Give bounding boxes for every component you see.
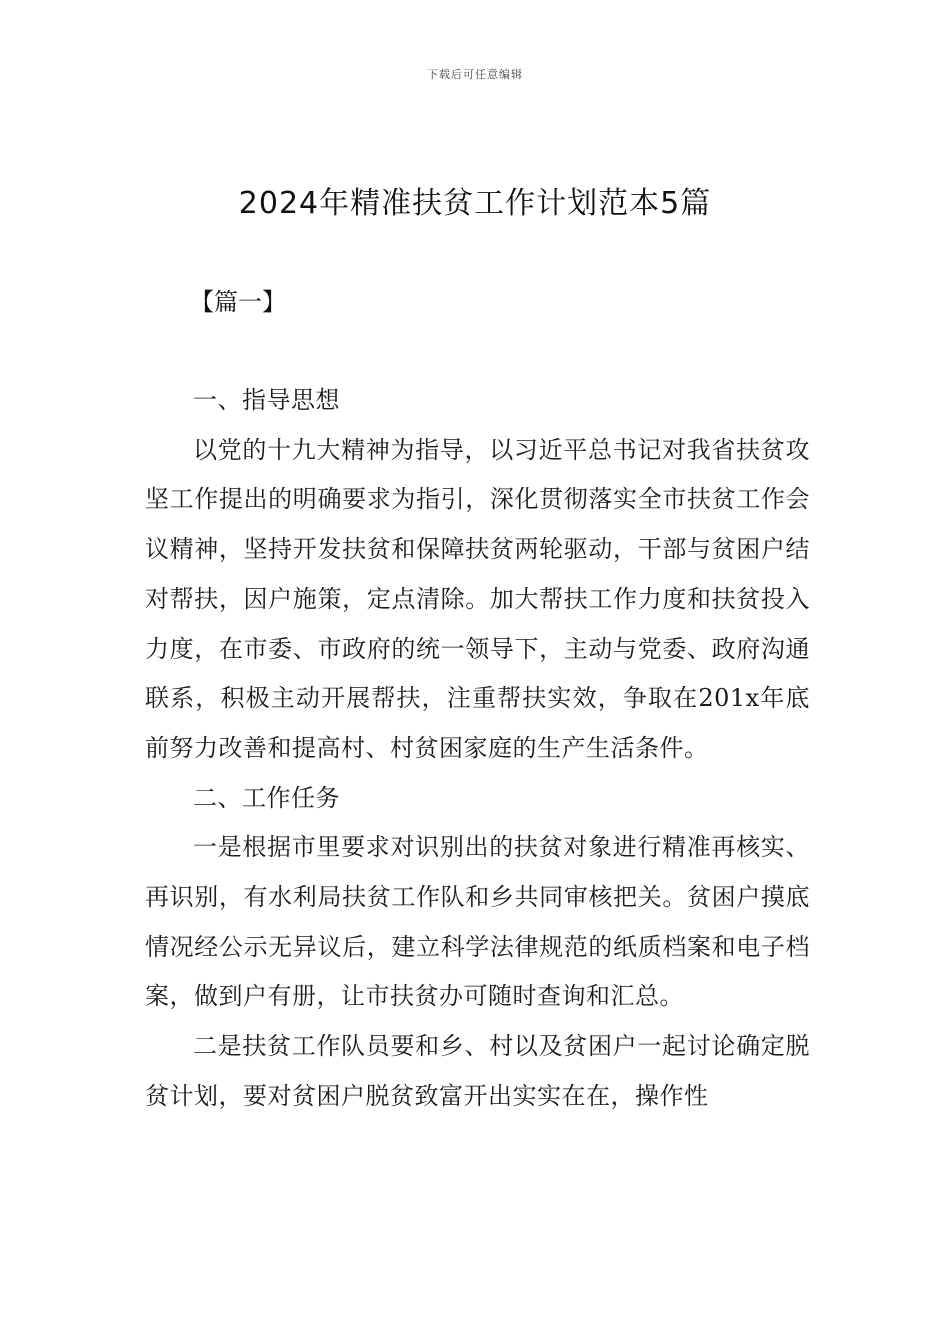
paragraph: 二是扶贫工作队员要和乡、村以及贫困户一起讨论确定脱贫计划，要对贫困户脱贫致富开出实实在在，操作性 [145,1032,810,1110]
section-heading-guiding-ideology: 一、指导思想 [193,386,340,414]
document-title: 2024年精准扶贫工作计划范本5篇 [238,186,712,221]
header-note: 下载后可任意编辑 [427,68,523,81]
document-body [145,376,810,1122]
section-label: 【篇一】 [190,288,286,316]
paragraph: 一是根据市里要求对识别出的扶贫对象进行精准再核实、再识别，有水利局扶贫工作队和乡共同审核把关。贫困户摸底情况经公示无异议后，建立科学法律规范的纸质档案和电子档案，做到户有册，让市扶贫办可随时查询和汇总。 [145,833,810,1011]
paragraph: 以党的十九大精神为指导，以习近平总书记对我省扶贫攻坚工作提出的明确要求为指引，深化贯彻落实全市扶贫工作会议精神，坚持开发扶贫和保障扶贫两轮驱动，干部与贫困户结对帮扶，因户施策，定点清除。加大帮扶工作力度和扶贫投入力度，在市委、市政府的统一领导下，主动与党委、政府沟通联系，积极主动开展帮扶，注重帮扶实效，争取在201x年底前努力改善和提高村、村贫困家庭的生产生活条件。 [145,435,810,762]
section-heading-work-tasks: 二、工作任务 [193,783,340,812]
